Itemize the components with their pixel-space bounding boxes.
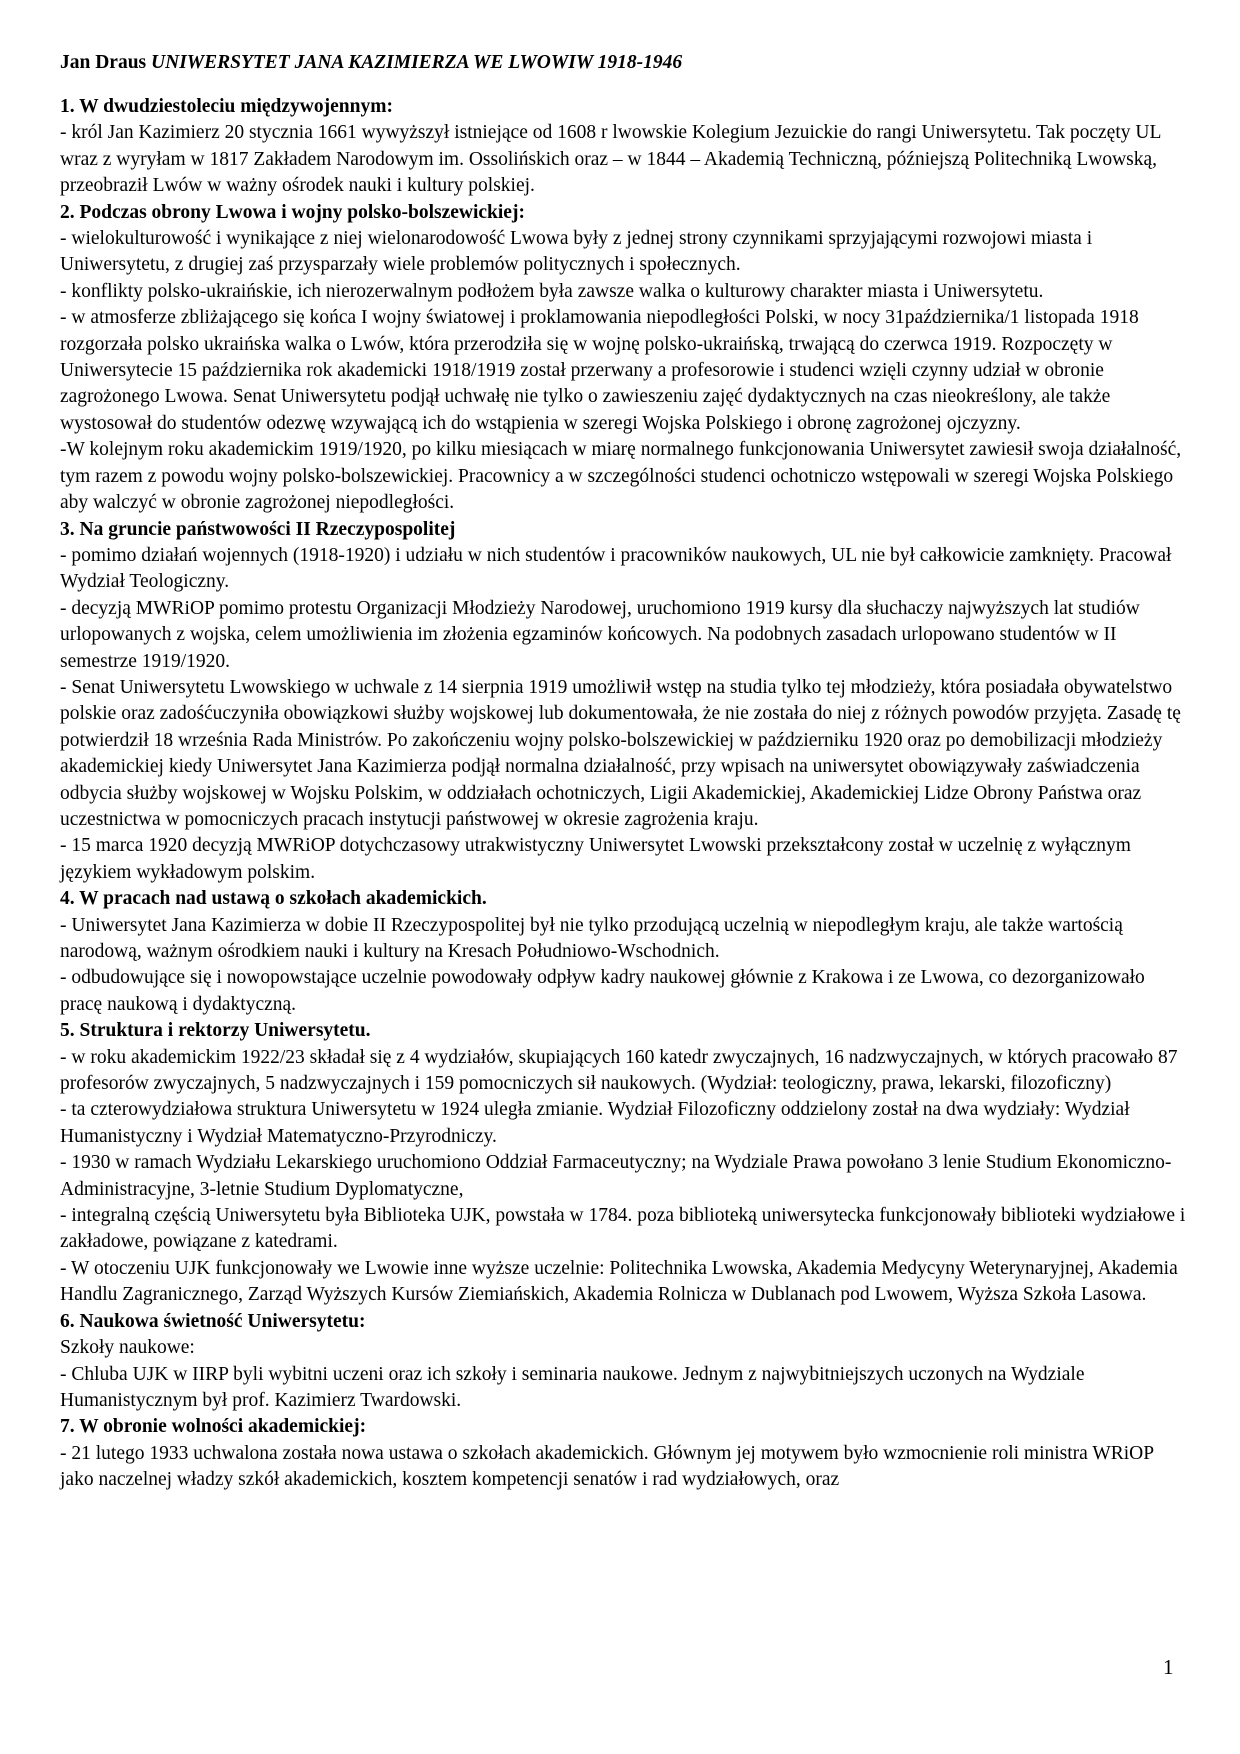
section-paragraph: - w roku akademickim 1922/23 składał się z 4 wydziałów, skupiających 160 katedr zwyczajnych, 16 nadzwyczajnych, w których pracowało 87 profesorów zwyczajnych, 5 nadzwyczajnych i 159 pomocniczych sił naukowych. (Wydział: teologiczny, prawa, lekarski, filozoficzny) [60,1046,1178,1095]
section-paragraph: - Chluba UJK w IIRP byli wybitni uczeni oraz ich szkoły i seminaria naukowe. Jednym z najwybitniejszych uczonych na Wydziale Humanistycznym był prof. Kazimierz Twardowski. [60,1363,1085,1411]
section-paragraph: - wielokulturowość i wynikające z niej wielonarodowość Lwowa były z jednej strony czynnikami sprzyjającymi rozwojowi miasta i Uniwersytetu, z drugiej zaś przysparzały wiele problemów politycznych i społecznych. [60,228,1093,276]
section-paragraph: - 15 marca 1920 decyzją MWRiOP dotychczasowy utrakwistyczny Uniwersytet Lwowski przekształcony został w uczelnię z wyłącznym językiem wykładowym polskim. [60,835,1131,883]
section-paragraph: -W kolejnym roku akademickim 1919/1920, po kilku miesiącach w miarę normalnego funkcjonowania Uniwersytet zawiesił swoja działalność, tym razem z powodu wojny polsko-bolszewickiej. Pracownicy a w szczególności studenci ochotniczo wstępowali w szeregi Wojska Polskiego aby walczyć w obronie zagrożonej niepodległości. [60,439,1182,514]
section-paragraph: - odbudowujące się i nowopowstające uczelnie powodowały odpływ kadry naukowej głównie z Krakowa i ze Lwowa, co dezorganizowało pracę naukową i dydaktyczną. [60,967,1145,1015]
section-paragraph: - konflikty polsko-ukraińskie, ich nierozerwalnym podłożem była zawsze walka o kulturowy charakter miasta i Uniwersytetu. [60,280,1044,302]
section-paragraph: - 21 lutego 1933 uchwalona została nowa ustawa o szkołach akademickich. Głównym jej motywem było wzmocnienie roli ministra WRiOP jako naczelnej władzy szkół akademickich, kosztem kompetencji senatów i rad wydziałowych, oraz [60,1442,1154,1491]
section-heading: 6. Naukowa świetność Uniwersytetu: [60,1310,366,1332]
section-paragraph: - decyzją MWRiOP pomimo protestu Organizacji Młodzieży Narodowej, uruchomiono 1919 kursy dla słuchaczy najwyższych lat studiów urlopowanych z wojska, celem umożliwienia im złożenia egzaminów końcowych. Na podobnych zasadach urlopowano studentów w II semestrze 1919/1920. [60,597,1140,672]
document-title-line [60,50,1190,76]
section-paragraph: - Senat Uniwersytetu Lwowskiego w uchwale z 14 sierpnia 1919 umożliwił wstęp na studia tylko tej młodzieży, która posiadała obywatelstwo polskie oraz zadośćuczyniła obowiązkowi służby wojskowej lub dokumentowała, że nie została do niej z różnych powodów przyjęta. Zasadę tę potwierdził 18 września Rada Ministrów. Po zakończeniu wojny polsko-bolszewickiej w październiku 1920 oraz po demobilizacji młodzieży akademickiej kiedy Uniwersytet Jana Kazimierza podjął normalna działalność, przy wpisach na uniwersytet obowiązywały zaświadczenia odbycia służby wojskowej w Wojsku Polskim, w oddziałach ochotniczych, Ligii Akademickiej, Akademickiej Lidze Obrony Państwa oraz uczestnictwa w pomocniczych pracach instytucji państwowej w okresie zagrożenia kraju. [60,676,1181,830]
document-page [60,50,1190,1494]
section-heading: 4. W pracach nad ustawą o szkołach akademickich. [60,888,487,910]
section-paragraph: - król Jan Kazimierz 20 stycznia 1661 wywyższył istniejące od 1608 r lwowskie Kolegium Jezuickie do rangi Uniwersytetu. Tak poczęty UL wraz z wyryłam w 1817 Zakładem Narodowym im. Ossolińskich oraz – w 1844 – Akademią Techniczną, późniejszą Politechniką Lwowską, przeobraził Lwów w ważny ośrodek nauki i kultury polskiej. [60,122,1161,197]
page-number: 1 [1163,1655,1174,1679]
section-paragraph: - Uniwersytet Jana Kazimierza w dobie II Rzeczypospolitej był nie tylko przodującą uczelnią w niepodległym kraju, ale także wartością narodową, ważnym ośrodkiem nauki i kultury na Kresach Południowo-Wschodnich. [60,914,1123,962]
document-body [60,94,1190,1494]
section-paragraph: - ta czterowydziałowa struktura Uniwersytetu w 1924 uległa zmianie. Wydział Filozoficzny oddzielony został na dwa wydziały: Wydział Humanistyczny i Wydział Matematyczno-Przyrodniczy. [60,1099,1130,1147]
document-title: UNIWERSYTET JANA KAZIMIERZA WE LWOWIW 1918-1946 [151,52,683,73]
section-paragraph: - pomimo działań wojennych (1918-1920) i udziału w nich studentów i pracowników naukowych, UL nie był całkowicie zamknięty. Pracował Wydział Teologiczny. [60,544,1172,593]
section-heading: 2. Podczas obrony Lwowa i wojny polsko-bolszewickiej: [60,201,525,223]
section-paragraph: Szkoły naukowe: [60,1337,195,1359]
section-heading: 7. W obronie wolności akademickiej: [60,1416,367,1438]
section-paragraph: - w atmosferze zbliżającego się końca I wojny światowej i proklamowania niepodległości Polski, w nocy 31października/1 listopada 1918 rozgorzała polsko ukraińska walka o Lwów, która przerodziła się w wojnę polsko-ukraińską, trwającą do czerwca 1919. Rozpoczęty w Uniwersytecie 15 października rok akademicki 1918/1919 został przerwany a profesorowie i studenci wzięli czynny udział w obronie zagrożonego Lwowa. Senat Uniwersytetu podjął uchwałę nie tylko o zawieszeniu zajęć dydaktycznych na czas nieokreślony, ale także wystosował do studentów odezwę wzywającą ich do wstąpienia w szeregi Wojska Polskiego i obronę zagrożonej ojczyzny. [60,307,1139,434]
author-name: Jan Draus [60,52,147,73]
section-paragraph: - integralną częścią Uniwersytetu była Biblioteka UJK, powstała w 1784. poza biblioteką uniwersytecka funkcjonowały biblioteki wydziałowe i zakładowe, powiązane z katedrami. [60,1205,1186,1253]
section-heading: 5. Struktura i rektorzy Uniwersytetu. [60,1020,371,1042]
section-paragraph: - 1930 w ramach Wydziału Lekarskiego uruchomiono Oddział Farmaceutyczny; na Wydziale Prawa powołano 3 lenie Studium Ekonomiczno-Administracyjne, 3-letnie Studium Dyplomatyczne, [60,1152,1172,1200]
section-heading: 1. W dwudziestoleciu międzywojennym: [60,96,393,117]
section-paragraph: - W otoczeniu UJK funkcjonowały we Lwowie inne wyższe uczelnie: Politechnika Lwowska, Akademia Medycyny Weterynaryjnej, Akademia Handlu Zagranicznego, Zarząd Wyższych Kursów Ziemiańskich, Akademia Rolnicza w Dublanach pod Lwowem, Wyższa Szkoła Lasowa. [60,1257,1178,1306]
section-heading: 3. Na gruncie państwowości II Rzeczypospolitej [60,518,456,540]
